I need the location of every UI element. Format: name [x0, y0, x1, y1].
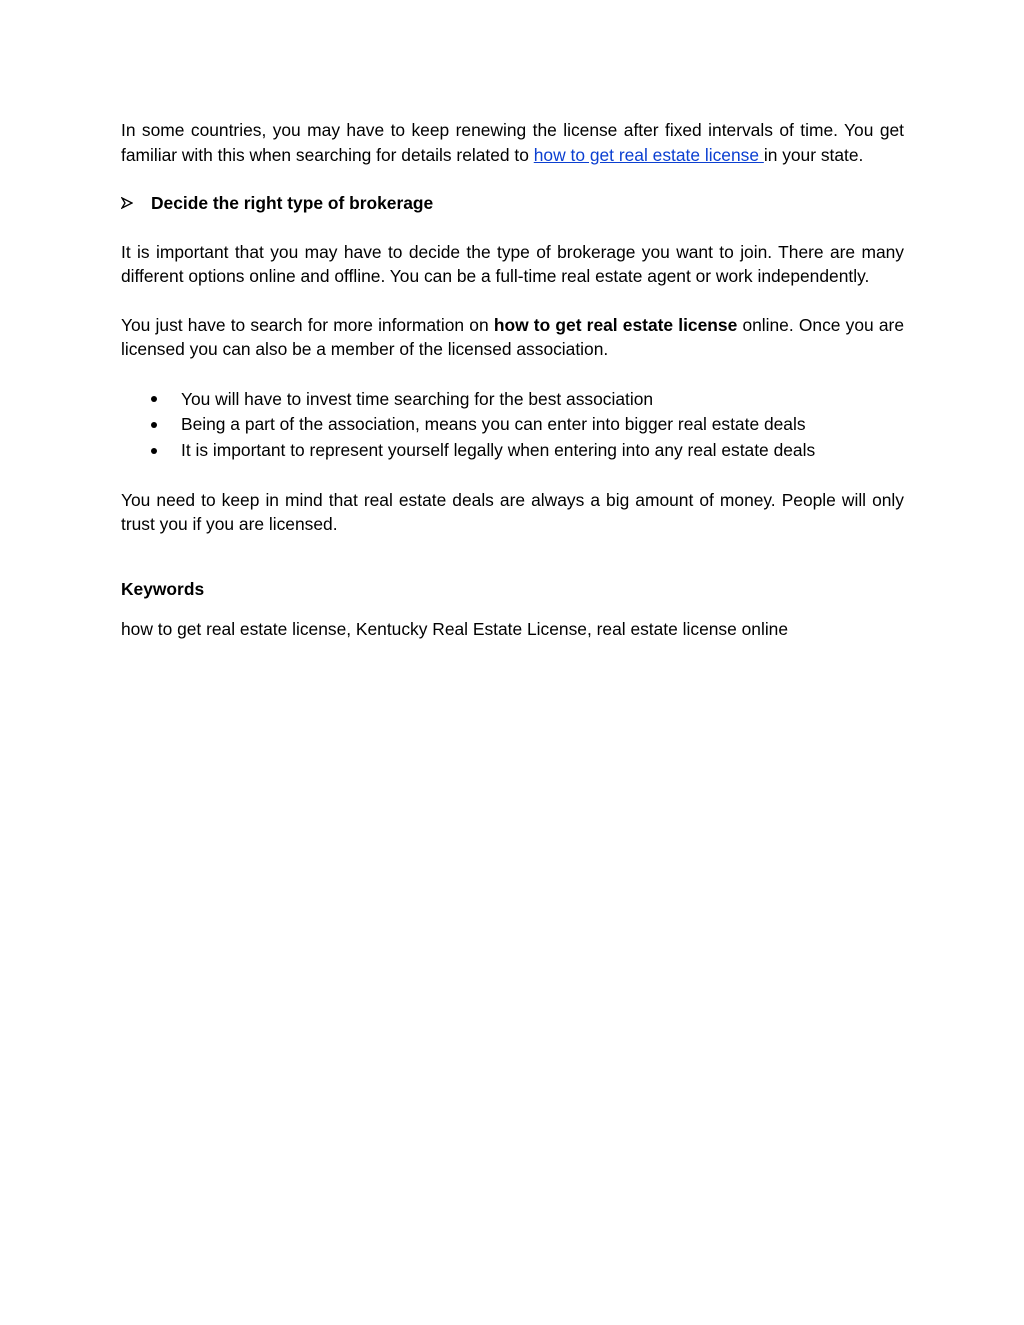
how-to-get-license-link[interactable]: how to get real estate license	[533, 144, 764, 165]
paragraph-search-info	[121, 313, 904, 362]
bullet-dot-icon	[121, 412, 181, 438]
paragraph-text: You just have to search for more information on	[121, 314, 494, 335]
paragraph-renewing-license	[121, 118, 904, 167]
bullet-list	[121, 387, 904, 464]
document-page	[121, 118, 904, 642]
keywords-title: Keywords	[121, 578, 205, 599]
arrow-bullet-icon	[121, 197, 151, 209]
paragraph-text: In some countries, you may have to keep renewing the license after fixed intervals of time. You get familiar with this when searching for details related to	[121, 120, 904, 165]
bold-keyword: how to get real estate license	[493, 314, 738, 335]
heading-text: Decide the right type of brokerage	[151, 193, 434, 213]
list-item	[121, 438, 904, 464]
paragraph-text: online. Once you are licensed you can also be a member of the licensed association.	[121, 314, 904, 359]
keywords-text: how to get real estate license, Kentucky Real Estate License, real estate license online	[121, 619, 789, 640]
list-item	[121, 412, 904, 438]
list-item-text: Being a part of the association, means you can enter into bigger real estate deals	[181, 414, 806, 435]
list-item-text: It is important to represent yourself legally when entering into any real estate deals	[181, 440, 816, 461]
list-item-text: You will have to invest time searching for the best association	[181, 388, 654, 409]
list-item	[121, 387, 904, 413]
bullet-dot-icon	[121, 387, 181, 413]
section-heading	[121, 191, 904, 216]
paragraph-trust: You need to keep in mind that real estate deals are always a big amount of money. People will only trust you if you are licensed.	[121, 489, 904, 535]
paragraph-brokerage: It is important that you may have to decide the type of brokerage you want to join. There are many different options online and offline. You can be a full-time real estate agent or work independently.	[121, 241, 904, 286]
bullet-dot-icon	[121, 438, 181, 464]
paragraph-text: in your state.	[763, 144, 864, 165]
